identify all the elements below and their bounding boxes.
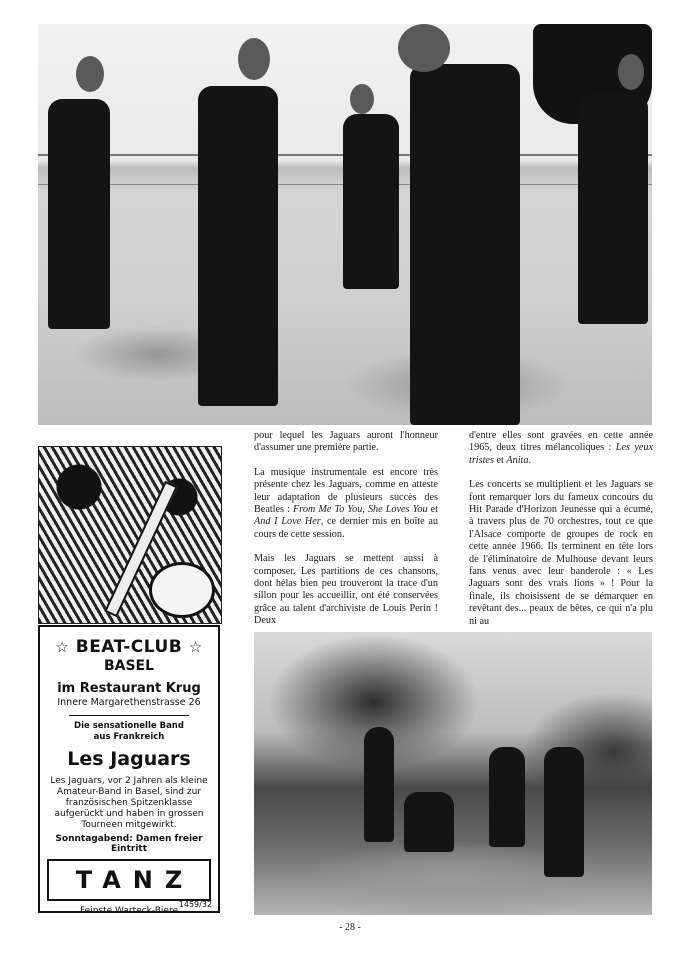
club-city: BASEL bbox=[103, 658, 155, 674]
paragraph: pour lequel les Jaguars auront l'honneur d'assumer une première partie. bbox=[254, 430, 438, 454]
club-name: ☆ BEAT-CLUB ☆ bbox=[55, 637, 203, 657]
article-column-right bbox=[469, 430, 653, 640]
song-title: Les yeux tristes bbox=[469, 442, 653, 466]
page-number: - 28 - bbox=[339, 922, 361, 933]
ad-code: 1459/32 bbox=[178, 900, 212, 909]
band-description: Die sensationelle Band aus Frankreich bbox=[74, 721, 184, 742]
song-title: And I Love Her bbox=[254, 516, 321, 528]
band-photo-bottom bbox=[254, 632, 652, 915]
song-titles: From Me To You, She Loves You bbox=[293, 504, 428, 516]
sunday-note: Sonntagabend: Damen freier Eintritt bbox=[55, 834, 203, 854]
beat-club-advertisement bbox=[38, 625, 220, 916]
paragraph: Mais les Jaguars se mettent aussi à composer. Les partitions de ces chansons, dont hélas bien peu trouveront la trace d'un sillon pour les accueillir, ont été conservées grâce au talent d'archiviste de Louis Perin ! Deux bbox=[254, 553, 438, 627]
divider bbox=[69, 715, 189, 716]
beer-sponsor: Feinste Warteck-Biere bbox=[80, 906, 178, 916]
band-photo-top bbox=[38, 24, 652, 425]
tanz-banner: TANZ bbox=[47, 859, 211, 901]
paragraph: d'entre elles sont gravées en cette année 1965, deux titres mélancoliques : Les yeux tristes et Anita. bbox=[469, 430, 653, 466]
star-icon: ☆ bbox=[55, 638, 70, 656]
song-title: Anita bbox=[506, 454, 529, 466]
band-blurb: Les Jaguars, vor 2 Jahren als kleine Amateur-Band in Basel, sind zur französischen Spitzenklasse aufgerückt und haben in grossen Tourneen mitgewirkt. bbox=[50, 776, 208, 830]
guitarist-drawing bbox=[38, 446, 222, 624]
address: Innere Margarethenstrasse 26 bbox=[57, 697, 201, 708]
venue: im Restaurant Krug bbox=[57, 681, 201, 696]
band-name: Les Jaguars bbox=[67, 748, 191, 770]
article-column-middle bbox=[254, 430, 438, 640]
star-icon: ☆ bbox=[188, 638, 203, 656]
paragraph: La musique instrumentale est encore très présente chez les Jaguars, comme en atteste leur adaptation de plusieurs succès des Beatles : From Me To You, She Loves You et And I Love Her, ce dernier mis en boîte au cours de cette session. bbox=[254, 466, 438, 540]
paragraph: Les concerts se multiplient et les Jaguars se font remarquer lors du fameux concours du Hit Parade d'Horizon Jeunesse qui a écumé, à travers plus de 70 orchestres, tout ce que l'Alsace comporte de groupes de rock en cette année 1966. Ils terminent en tête lors de l'éliminatoire de Mulhouse devant leurs fans venus avec leur banderole : « Les Jaguars sont des vrais lions » ! Pour la finale, ils choisissent de se démarquer en revêtant des... peaux de bêtes, ce qui n'a plu ni au bbox=[469, 479, 653, 627]
